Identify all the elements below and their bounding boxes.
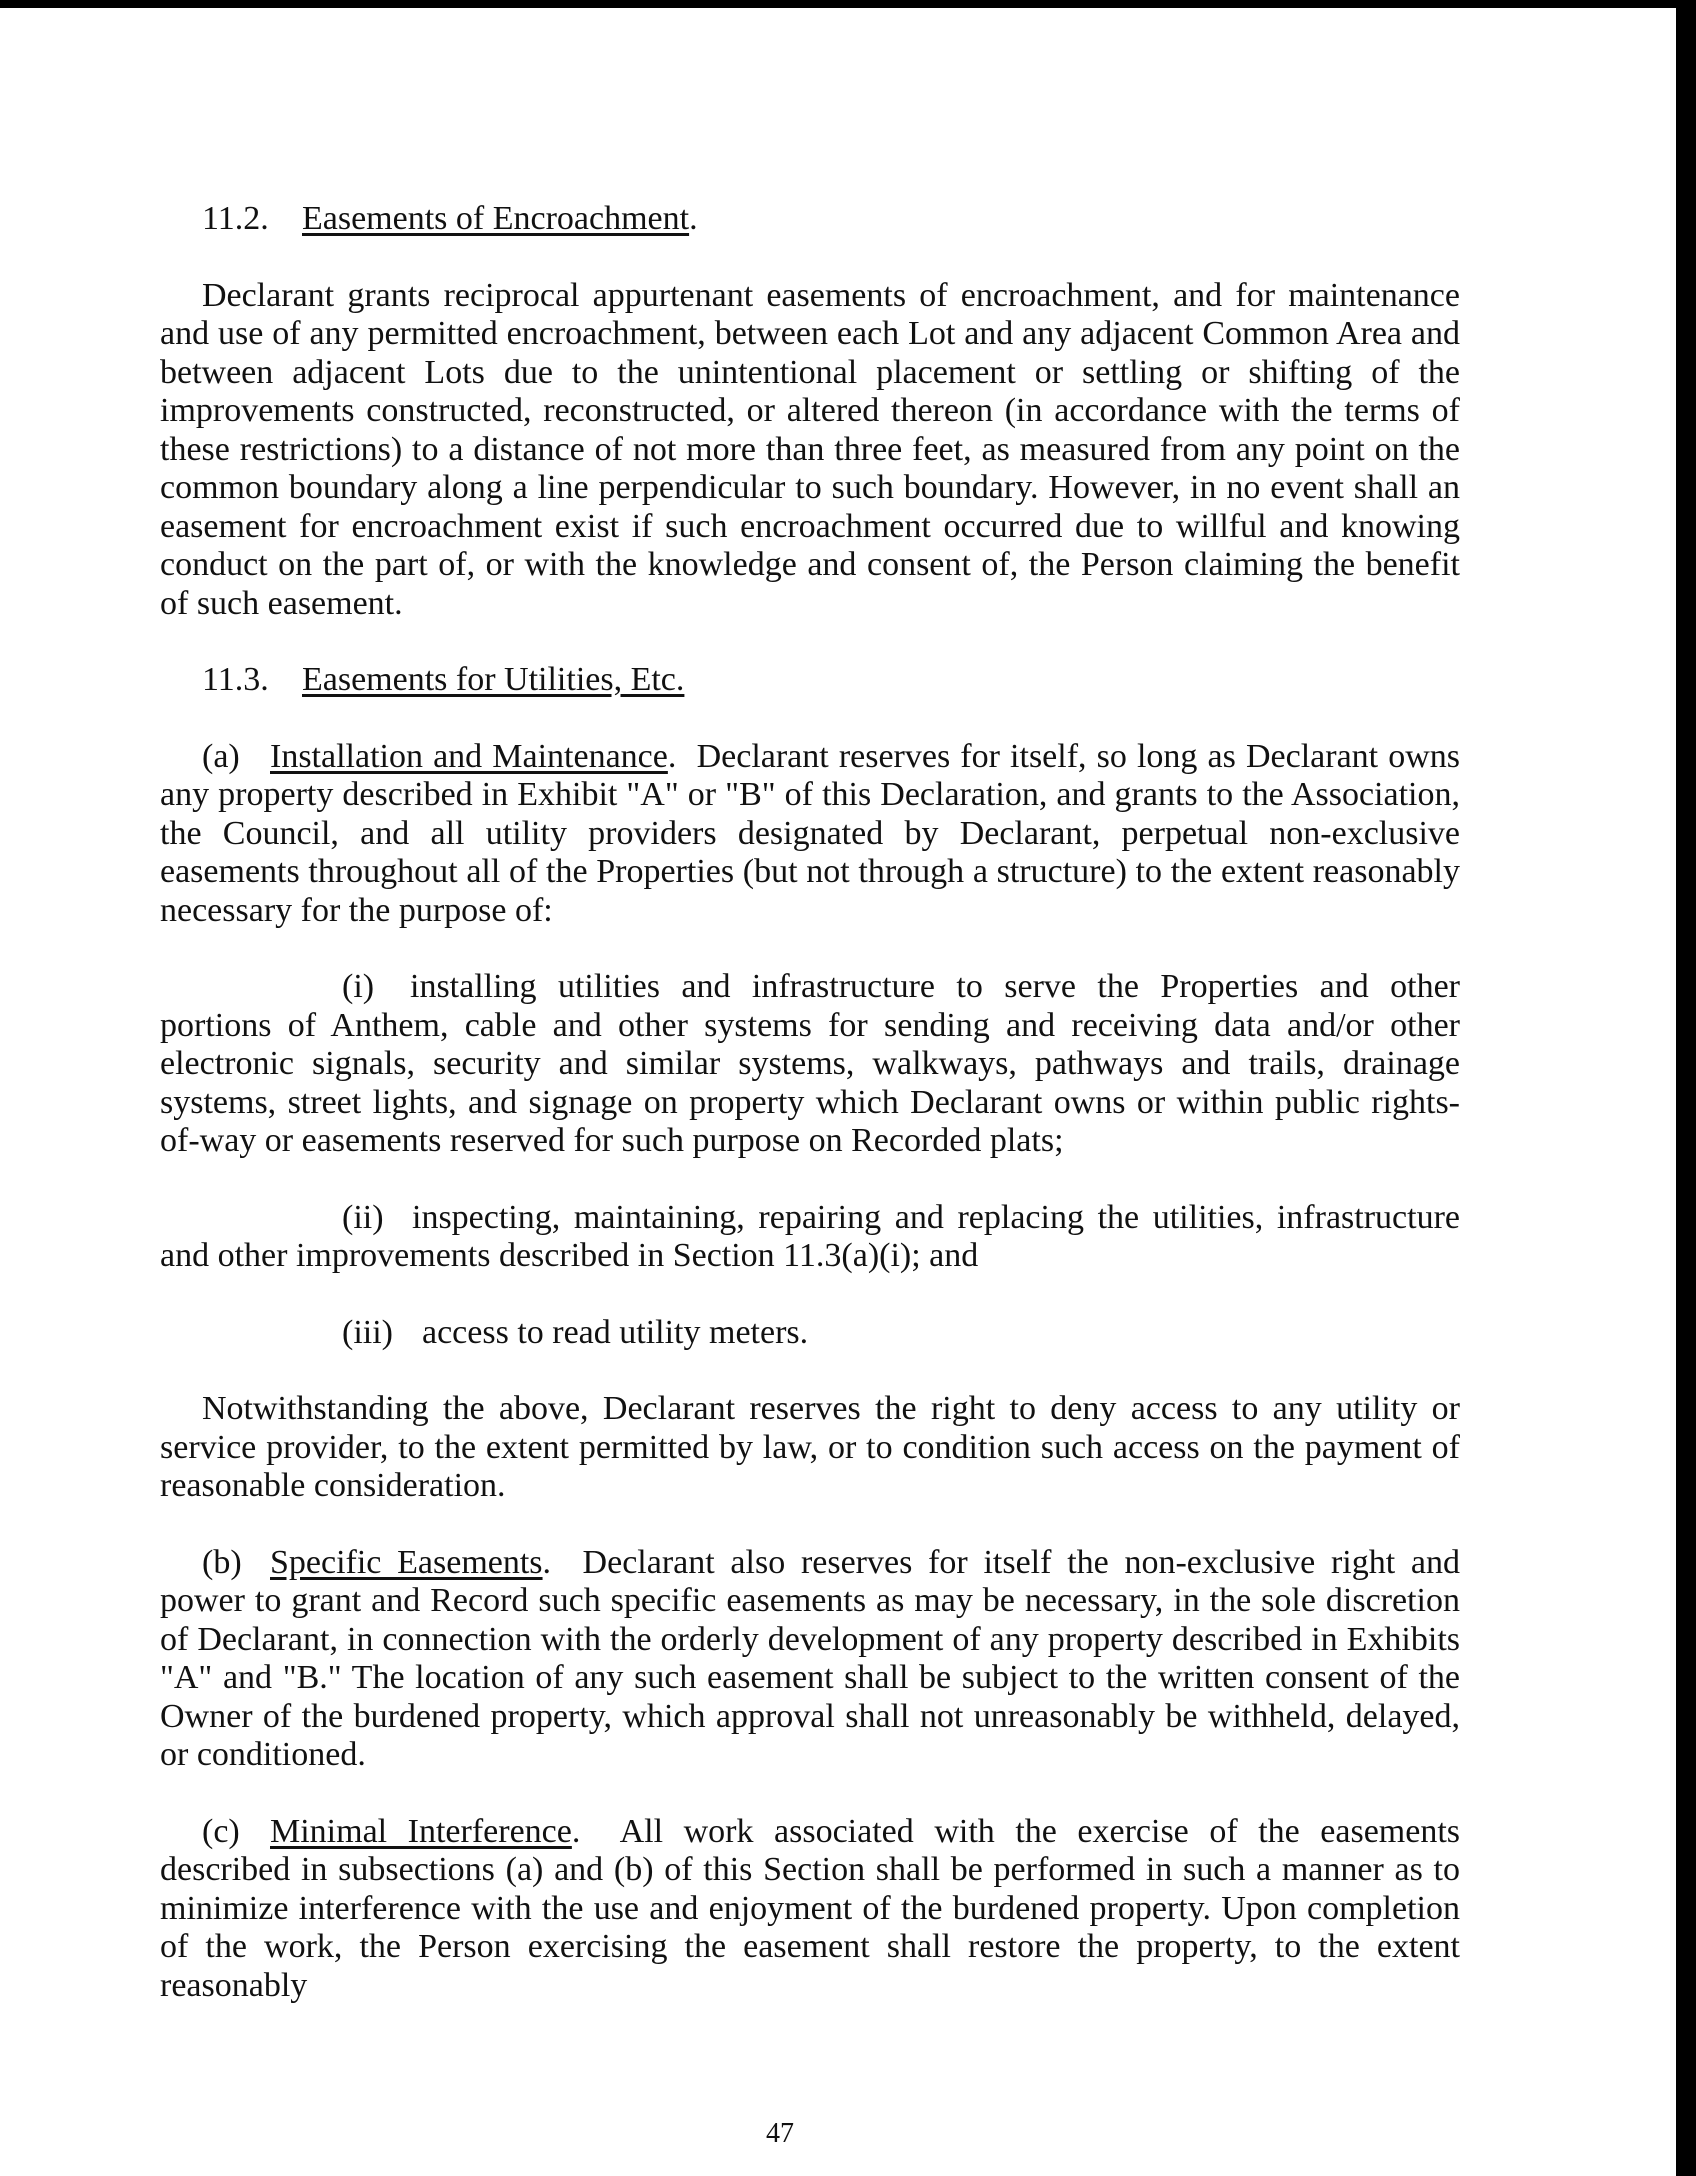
section-number: 11.2. [202, 200, 269, 237]
subsection-title: Specific Easements [270, 1543, 543, 1581]
subsection-b: (b) Specific Easements. Declarant also reserves for itself the non-exclusive right and power to grant and Record such specific easements as may be necessary, in the sole discretion of Declarant, in connection with the orderly development of any property described in Exhibits "A" and "B." The location of any such easement shall be subject to the written consent of the Owner of the burdened property, which approval shall not unreasonably be withheld, delayed, or conditioned. [160, 1543, 1460, 1773]
section-title: Easements of Encroachment [302, 200, 690, 237]
item-body: access to read utility meters. [422, 1313, 809, 1351]
subsection-title: Installation and Maintenance [270, 737, 668, 775]
item-marker: (ii) [342, 1198, 384, 1236]
item-body: installing utilities and infrastructure to serve the Properties and other portions of Anthem, cable and other systems for sending and receiving data and/or other electronic signals, security and similar systems, walkways, pathways and trails, drainage systems, street lights, and signage on property which Declarant owns or within public rights-of-way or easements reserved for such purpose on Recorded plats; [160, 968, 1460, 1159]
subsection-marker: (a) [202, 737, 240, 775]
subsection-body: All work associated with the exercise of the easements described in subsections (a) and (b) of this Section shall be performed in such a manner as to minimize interference with the use and enjoyment of the burdened property. Upon completion of the work, the Person exercising the easement shall restore the property, to the extent reasonably [160, 1812, 1461, 2004]
subsection-marker: (b) [202, 1543, 242, 1581]
subsection-title: Minimal Interference [270, 1812, 572, 1850]
subsection-body: Declarant also reserves for itself the non-exclusive right and power to grant and Record such specific easements as may be necessary, in the sole discretion of Declarant, in connection with the orderly development of any property described in Exhibits "A" and "B." The location of any such easement shall be subject to the written consent of the Owner of the burdened property, which approval shall not unreasonably be withheld, delayed, or conditioned. [160, 1543, 1460, 1773]
subsection-a: (a) Installation and Maintenance. Declarant reserves for itself, so long as Declarant owns any property described in Exhibit "A" or "B" of this Declaration, and grants to the Association, the Council, and all utility providers designated by Declarant, perpetual non-exclusive easements throughout all of the Properties (but not through a structure) to the extent reasonably necessary for the purpose of: [160, 737, 1460, 929]
item-i [160, 968, 1460, 1161]
item-marker: (i) [342, 968, 375, 1005]
page-number: 47 [766, 2118, 794, 2149]
scan-border-top [0, 0, 1696, 8]
section-11-3-heading [160, 661, 1460, 700]
notwithstanding-paragraph: Notwithstanding the above, Declarant reserves the right to deny access to any utility or service provider, to the extent permitted by law, or to condition such access on the payment of reasonable consideration. [160, 1390, 1460, 1504]
document-page [160, 200, 1460, 2043]
section-title: Easements for Utilities, Etc. [302, 661, 685, 698]
item-body: inspecting, maintaining, repairing and replacing the utilities, infrastructure and other improvements described in Section 11.3(a)(i); and [160, 1198, 1460, 1274]
scan-border-right [1676, 0, 1696, 2176]
item-ii [160, 1199, 1460, 1276]
section-number: 11.3. [202, 661, 269, 698]
subsection-body: Declarant reserves for itself, so long as Declarant owns any property described in Exhibit "A" or "B" of this Declaration, and grants to the Association, the Council, and all utility providers designated by Declarant, perpetual non-exclusive easements throughout all of the Properties (but not through a structure) to the extent reasonably necessary for the purpose of: [160, 737, 1460, 929]
item-iii [160, 1314, 1460, 1353]
item-marker: (iii) [342, 1313, 393, 1351]
subsection-marker: (c) [202, 1812, 240, 1850]
section-11-2-body: Declarant grants reciprocal appurtenant easements of encroachment, and for maintenance and use of any permitted encroachment, between each Lot and any adjacent Common Area and between adjacent Lots due to the unintentional placement or settling or shifting of the improvements constructed, reconstructed, or altered thereon (in accordance with the terms of these restrictions) to a distance of not more than three feet, as measured from any point on the common boundary along a line perpendicular to such boundary. However, in no event shall an easement for encroachment exist if such encroachment occurred due to willful and knowing conduct on the part of, or with the knowledge and consent of, the Person claiming the benefit of such easement. [160, 276, 1460, 622]
section-11-2-heading: 11.2. Easements of Encroachment. [202, 200, 698, 237]
subsection-c: (c) Minimal Interference. All work associated with the exercise of the easements described in subsections (a) and (b) of this Section shall be performed in such a manner as to minimize interference with the use and enjoyment of the burdened property. Upon completion of the work, the Person exercising the easement shall restore the property, to the extent reasonably [160, 1812, 1461, 2004]
